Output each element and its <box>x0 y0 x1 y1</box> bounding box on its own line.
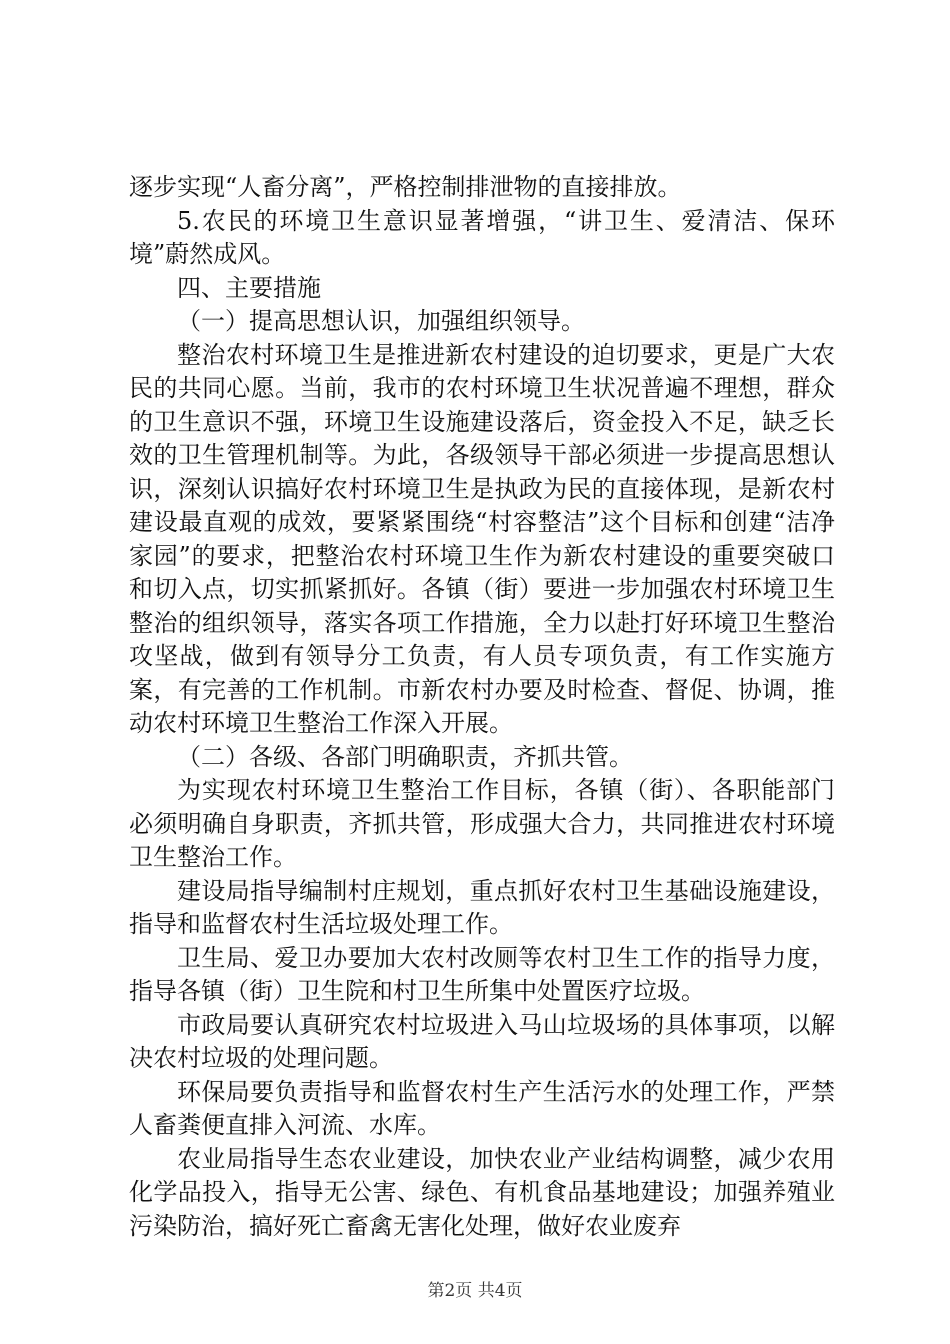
paragraph: 建设局指导编制村庄规划，重点抓好农村卫生基础设施建设，指导和监督农村生活垃圾处理工作。 <box>129 876 835 938</box>
paragraph: 农业局指导生态农业建设，加快农业产业结构调整，减少农用化学品投入，指导无公害、绿色、有机食品基地建设；加强养殖业污染防治，搞好死亡畜禽无害化处理，做好农业废弃 <box>129 1144 835 1240</box>
section-heading: 四、主要措施 <box>177 273 321 302</box>
paragraph: 5.农民的环境卫生意识显著增强，“讲卫生、爱清洁、保环境”蔚然成风。 <box>129 206 835 268</box>
paragraph: 整治农村环境卫生是推进新农村建设的迫切要求，更是广大农民的共同心愿。当前，我市的农村环境卫生状况普遍不理想，群众的卫生意识不强，环境卫生设施建设落后，资金投入不足，缺乏长效的卫生管理机制等。为此，各级领导干部必须进一步提高思想认识，深刻认识搞好农村环境卫生是执政为民的直接体现，是新农村建设最直观的成效，要紧紧围绕“村容整洁”这个目标和创建“洁净家园”的要求，把整治农村环境卫生作为新农村建设的重要突破口和切入点，切实抓紧抓好。各镇（街）要进一步加强农村环境卫生整治的组织领导，落实各项工作措施，全力以赴打好环境卫生整治攻坚战，做到有领导分工负责，有人员专项负责，有工作实施方案，有完善的工作机制。市新农村办要及时检查、督促、协调，推动农村环境卫生整治工作深入开展。 <box>129 340 835 737</box>
page-footer: 第2页 共4页 <box>427 1281 523 1301</box>
document-body <box>129 171 835 1243</box>
paragraph: 为实现农村环境卫生整治工作目标，各镇（街）、各职能部门必须明确自身职责，齐抓共管，形成强大合力，共同推进农村环境卫生整治工作。 <box>129 776 835 871</box>
paragraph: 市政局要认真研究农村垃圾进入马山垃圾场的具体事项，以解决农村垃圾的处理问题。 <box>129 1010 835 1072</box>
subsection-heading: （一）提高思想认识，加强组织领导。 <box>177 307 585 335</box>
paragraph: 逐步实现“人畜分离”，严格控制排泄物的直接排放。 <box>129 173 682 201</box>
paragraph: 环保局要负责指导和监督农村生产生活污水的处理工作，严禁人畜粪便直排入河流、水库。 <box>129 1077 835 1139</box>
subsection-heading: （二）各级、各部门明确职责，齐抓共管。 <box>177 742 633 771</box>
paragraph: 卫生局、爱卫办要加大农村改厕等农村卫生工作的指导力度，指导各镇（街）卫生院和村卫生所集中处置医疗垃圾。 <box>129 943 835 1005</box>
